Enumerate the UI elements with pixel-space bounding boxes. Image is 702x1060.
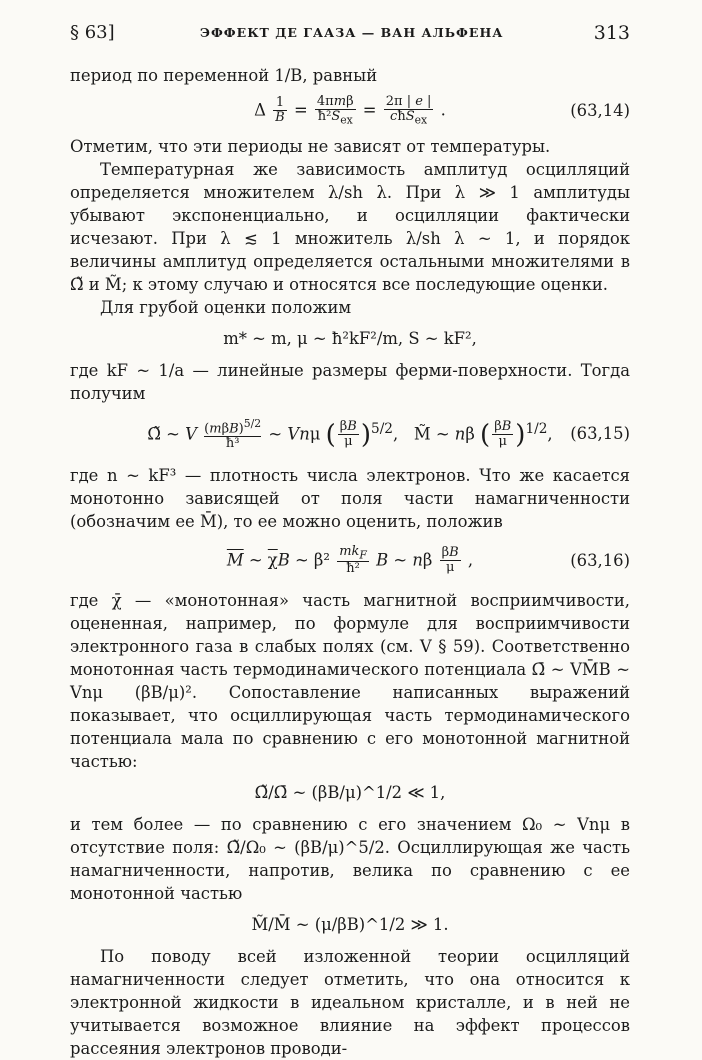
paragraph-4: Для грубой оценки положим (100, 297, 352, 317)
paragraph-6: где n ~ kF³ — плотность числа электронов. Что же касается монотонно зависящей от поля части намагниченности (обозначим ее M̄), то ее можно оценить, положив (70, 465, 630, 531)
equation-number: (63,14) (570, 100, 630, 120)
equation-omega-ratio: Ω̃/Ω̄ ~ (βB/μ)^1/2 ≪ 1, (254, 782, 446, 802)
page-header (70, 22, 630, 50)
paragraph-2: Отметим, что эти периоды не зависят от температуры. (70, 136, 551, 156)
paragraph-8: и тем более — по сравнению с его значением Ω₀ ~ Vnμ в отсутствие поля: Ω̃/Ω₀ ~ (βB/μ)^5/2. Осциллирующая же часть намагниченности, напротив, велика по сравнению с ее монотонной частью (70, 814, 630, 903)
paragraph-3: Температурная же зависимость амплитуд осцилляций определяется множителем λ/sh λ. При λ ≫ 1 амплитуды убывают экспоненциально, и осцилляции фактически исчезают. При λ ≲ 1 множитель λ/sh λ ~ 1, и порядок величины амплитуд определяется остальными множителями в Ω̃ и M̃; к этому случаю и относятся все последующие оценки. (70, 159, 630, 294)
running-title: ЭФФЕКТ ДЕ ГААЗА — ВАН АЛЬФЕНА (200, 25, 504, 40)
page-body (70, 64, 630, 1060)
equation-magnetization-ratio: M̃/M̄ ~ (μ/βB)^1/2 ≫ 1. (251, 914, 449, 934)
equation-estimates: m* ~ m, μ ~ ħ²kF²/m, S ~ kF², (223, 328, 477, 348)
paragraph-9: По поводу всей изложенной теории осцилляций намагниченности следует отметить, что она относится к электронной жидкости в идеальном кристалле, и в ней не учитывается возможное влияние на эффект процессов рассеяния электронов проводи- (70, 946, 630, 1058)
equation-63-14: Δ $\frac{1}{B}$ = $\frac{\text{4πmβ}}{ħ^2S_{ex}}$ = $\frac{2\pi | e |}{cħS_{ex}}$ . (63,14) (254, 94, 630, 127)
equation-number: (63,15) (570, 424, 630, 444)
paragraph-7: где χ̄ — «монотонная» часть магнитной восприимчивости, оцененная, например, по формуле для восприимчивости электронного газа в слабых полях (см. V § 59). Соответственно монотонная часть термодинамического потенциала Ω̄ ~ VM̄B ~ Vnμ (βB/μ)². Сопоставление написанных выражений показывает, что осциллирующая часть термодинамического потенциала мала по сравнению с его монотонной магнитной частью: (70, 590, 630, 771)
paragraph-1: период по переменной 1/B, равный (70, 66, 378, 85)
equation-63-15: Ω̃ ~ V $(m\beta B)^{5/2}$ ħ³ ~ Vnμ ( $\frac{\beta B}{\mu}$ )$^{5/2}$, M̃ ~ nβ ( $\frac{\beta B}{\mu}$ )$^{1/2}$, (63,15) (147, 416, 630, 452)
equation-63-16: $\overline{M}$ ~ $\overline{\chi}B$ ~ β² $\frac{mk_F}{\text{ħ²}}$ B ~ nβ $\frac{\beta B}{\mu}$ , (63,16) (226, 543, 630, 577)
paragraph-5: где kF ~ 1/a — линейные размеры ферми-поверхности. Тогда получим (70, 360, 630, 403)
page-number: 313 (593, 22, 630, 44)
section-ref: § 63] (70, 22, 115, 43)
equation-number: (63,16) (570, 550, 630, 570)
